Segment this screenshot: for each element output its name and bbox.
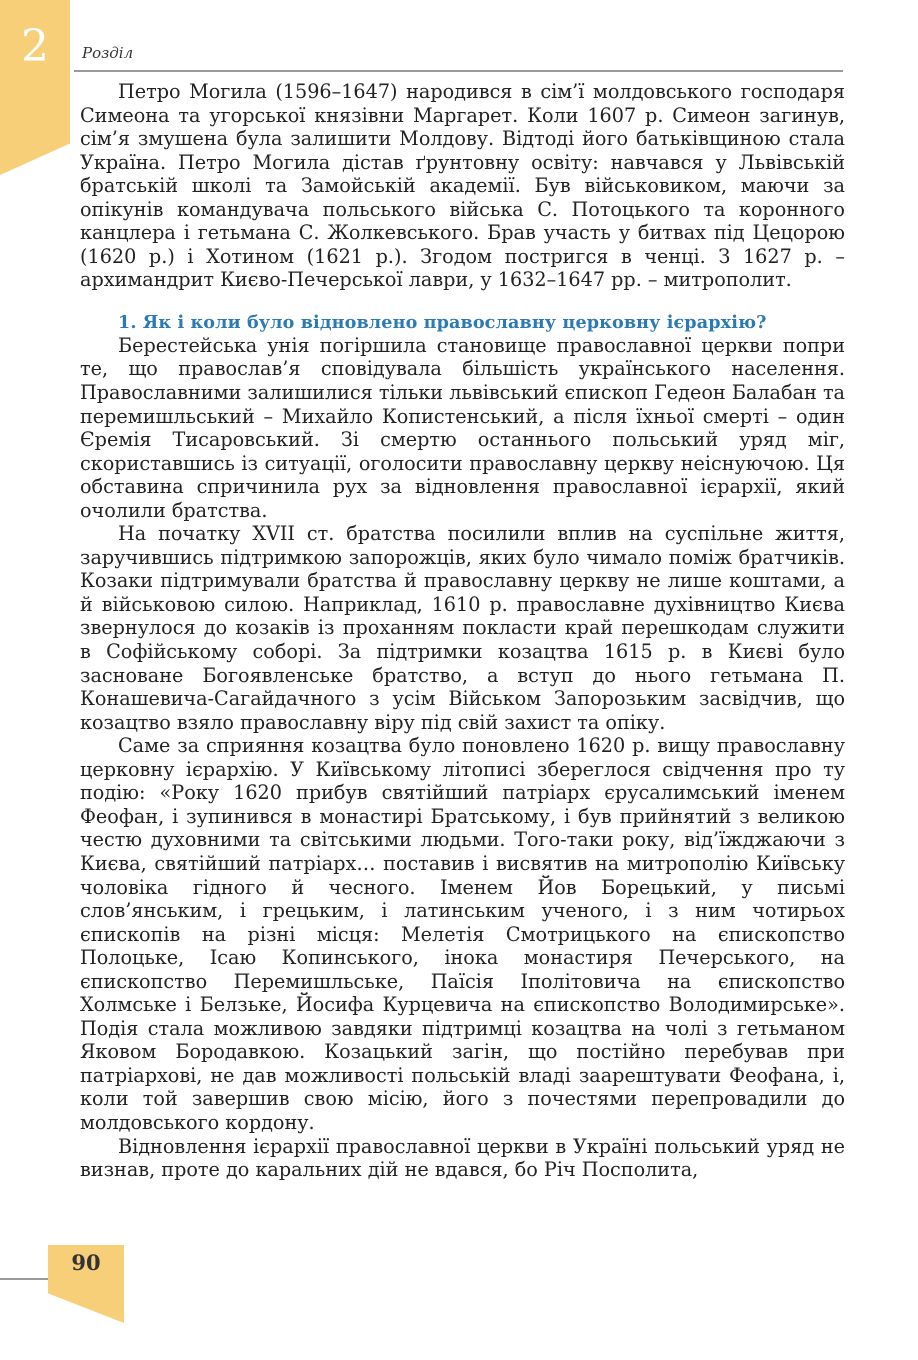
- header-rule: [74, 70, 843, 72]
- body-paragraph-1: Берестейська унія погіршила становище православної церкви попри те, що православ’я сповідувала більшість українського населення. Православними залишилися тільки львівський єпископ Гедеон Балабан та перемишльський – Михайло Копистенський, а після їхньої смерті – один Єремія Тисаровський. Зі смертю останнього польський уряд міг, скориставшись із ситуації, оголосити православну церкву неіснуючою. Ця обставина спричинила рух за відновлення православної ієрархії, який очолили братства.: [80, 333, 845, 522]
- chapter-number: 2: [21, 21, 49, 72]
- body-paragraph-2: На початку XVII ст. братства посилили вплив на суспільне життя, заручившись підтримкою запорожців, яких було чимало поміж братчиків. Козаки підтримували братства й православну церкву не лише коштами, а й військовою силою. Наприклад, 1610 р. православне духівництво Києва звернулося до козаків із проханням покласти край перешкодам служити в Софійському соборі. За підтримки козацтва 1615 р. в Києві було засноване Богоявленське братство, а вступ до нього гетьмана П. Конашевича-Сагайдачного з усім Військом Запорозьким засвідчив, що козацтво взяло православну віру під свій захист та опіку.: [80, 522, 845, 734]
- body-paragraph-4: Відновлення ієрархії православної церкви в Україні польський уряд не визнав, проте до каральних дій не вдався, бо Річ Посполита,: [80, 1134, 845, 1182]
- section-heading: 1. Як і коли було відновлено православну церковну ієрархію?: [118, 311, 767, 333]
- footer-rule: [0, 1278, 48, 1280]
- section-label: Розділ: [82, 44, 134, 62]
- body-paragraph-3: Саме за сприяння козацтва було поновлено 1620 р. вищу православну церковну ієрархію. У Київському літописі збереглося свідчення про ту подію: «Року 1620 прибув святійший патріарх єрусалимський іменем Феофан, і зупинився в монастирі Братському, і був прийнятий з великою честю духовними та світськими людьми. Того-таки року, від’їжджаючи з Києва, святійший патріарх… поставив і висвятив на митрополію Київську чоловіка гідного й чесного. Іменем Йов Борецький, у письмі слов’янським, і грецьким, і латинським ученого, і з ним чотирьох єпископів на різні місця: Мелетія Смотрицького на єпископство Полоцьке, Ісаю Копинського, інока монастиря Печерського, на єпископство Перемишльське, Паїсія Іполітовича на єпископство Холмське і Белзьке, Йосифа Курцевича на єпископство Володимирське». Подія стала можливою завдяки підтримці козацтва на чолі з гетьманом Яковом Бородавкою. Козацький загін, що постійно перебував при патріархові, не дав можливості польській владі заарештувати Феофана, і, коли той завершив свою місію, його з почестями перепровадили до молдовського кордону.: [80, 734, 845, 1134]
- page-number: 90: [71, 1250, 101, 1275]
- intro-paragraph: Петро Могила (1596–1647) народився в сім’ї молдовського господаря Симеона та угорської князівни Маргарет. Коли 1607 р. Симеон загинув, сім’я змушена була залишити Молдову. Відтоді його батьківщиною стала Україна. Петро Могила дістав ґрунтовну освіту: навчався у Львівській братській школі та Замойській академії. Був військовиком, маючи за опікунів командувача польського війська С. Потоцького та коронного канцлера і гетьмана С. Жолкевського. Брав участь у битвах під Цецорою (1620 р.) і Хотином (1621 р.). Згодом постригся в ченці. З 1627 р. – архимандрит Києво-Печерської лаври, у 1632–1647 рр. – митрополит.: [80, 80, 845, 292]
- page-content: [80, 80, 845, 1182]
